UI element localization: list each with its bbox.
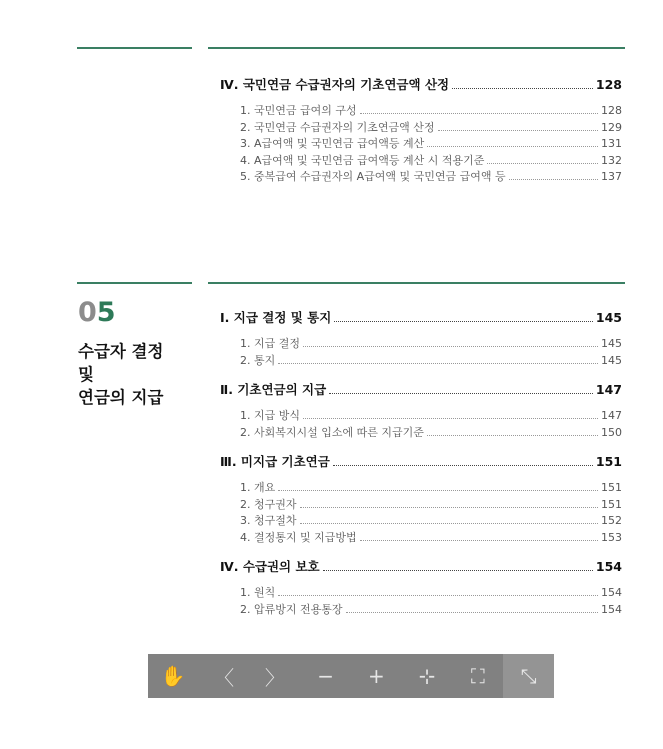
toc-item[interactable]: 2. 국민연금 수급권자의 기초연금액 산정 129 [240,120,622,134]
chapter-heading [78,298,193,409]
toc-item[interactable]: 1. 지급 방식 147 [240,409,622,422]
toc-section[interactable]: Ⅱ. 기초연금의 지급 147 [220,382,622,397]
hand-tool-button[interactable] [148,654,199,698]
previous-page-button[interactable] [199,654,250,698]
next-page-button[interactable] [250,654,301,698]
section-rule-right-top [208,47,625,49]
toc-item[interactable]: 1. 개요 151 [240,481,622,494]
toc-section[interactable]: Ⅳ. 국민연금 수급권자의 기초연금액 산정 128 [220,77,622,92]
section-rule-left-ch5 [77,282,192,284]
toc-item[interactable]: 3. A급여액 및 국민연금 급여액등 계산 131 [240,137,622,150]
toc-item[interactable]: 2. 사회복지시설 입소에 따른 지급기준 150 [240,425,622,439]
section-rule-left-top [77,47,192,49]
chapter-title: 수급자 결정 및 연금의 지급 [78,342,164,407]
toc-item[interactable]: 1. 지급 결정 145 [240,337,622,350]
exit-fullscreen-icon: ⤡ [520,664,537,688]
toc-section[interactable]: Ⅰ. 지급 결정 및 통지 145 [220,310,622,325]
toc-item[interactable]: 2. 압류방지 전용통장 154 [240,602,622,616]
toc-top [220,75,622,185]
viewer-toolbar [148,654,554,698]
zoom-in-icon: + [367,664,385,688]
toc-item[interactable]: 2. 청구권자 151 [240,497,622,511]
toc-item[interactable]: 5. 중복급여 수급권자의 A급여액 및 국민연금 급여액 등 137 [240,170,622,183]
toc-chapter-5 [220,308,622,617]
toc-item[interactable]: 1. 원칙 154 [240,586,622,599]
exit-fullscreen-button[interactable] [503,654,554,698]
toc-section[interactable]: Ⅲ. 미지급 기초연금 151 [220,454,622,469]
toc-item[interactable]: 4. 결정통지 및 지급방법 153 [240,530,622,544]
fullscreen-button[interactable] [453,654,504,698]
toc-item[interactable]: 4. A급여액 및 국민연금 급여액등 계산 시 적용기준 132 [240,153,622,167]
chapter-number: 05 [78,297,116,328]
fullscreen-icon: ⛶ [470,664,485,688]
fit-page-button[interactable] [402,654,453,698]
hand-tool-icon: ✋ [160,664,186,688]
zoom-in-button[interactable] [351,654,402,698]
toc-section[interactable]: Ⅳ. 수급권의 보호 154 [220,559,622,574]
fit-page-icon: ⊹ [418,664,436,688]
zoom-out-icon: − [317,664,334,688]
previous-page-icon: 〈 [214,665,235,690]
zoom-out-button[interactable] [300,654,351,698]
next-page-icon: 〉 [264,665,285,690]
toc-item[interactable]: 2. 통지 145 [240,353,622,367]
section-rule-right-ch5 [208,282,625,284]
toc-item[interactable]: 1. 국민연금 급여의 구성 128 [240,104,622,117]
toc-item[interactable]: 3. 청구절차 152 [240,514,622,527]
